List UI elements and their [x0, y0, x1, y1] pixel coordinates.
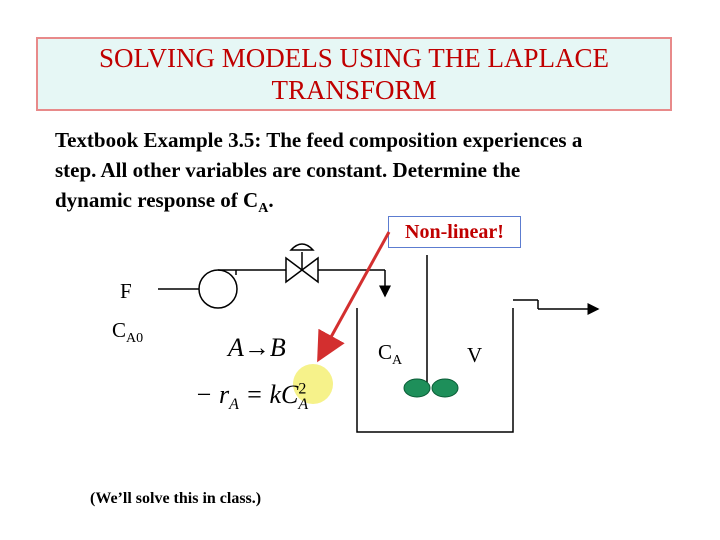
statement-line-3-text: dynamic response of C	[55, 188, 259, 212]
rate-exp: 2	[298, 380, 307, 398]
impeller-icon	[404, 379, 458, 397]
feed-conc-sub: A0	[126, 331, 144, 347]
statement-line-2: step. All other variables are constant. Determine the	[55, 158, 521, 182]
feed-label: F	[120, 279, 132, 303]
rate-sub2: A	[298, 396, 309, 414]
rate-sub: A	[229, 396, 239, 414]
statement-line-3-sub: A	[258, 201, 269, 217]
feed-conc-main: C	[112, 318, 127, 342]
tank-conc-sub: A	[392, 353, 403, 369]
rate-equation	[195, 380, 308, 414]
callout-arrow	[320, 232, 389, 357]
reactant: A	[228, 333, 244, 362]
nonlinear-callout: Non-linear!	[388, 216, 521, 248]
statement-line-3-end: .	[268, 188, 274, 212]
product: B	[269, 333, 286, 362]
class-note: (We’ll solve this in class.)	[90, 490, 262, 507]
title-line-1: SOLVING MODELS USING THE LAPLACE	[98, 43, 610, 73]
feed-conc-label	[112, 318, 143, 347]
statement-line-1: Textbook Example 3.5: The feed composition experiences a	[55, 128, 583, 152]
pump-icon	[199, 270, 237, 308]
reaction-arrow: →	[243, 333, 270, 362]
title-line-2: TRANSFORM	[271, 75, 437, 105]
volume-label: V	[467, 343, 483, 367]
tank-conc-main: C	[378, 340, 393, 364]
outlet-pipe	[513, 300, 598, 309]
tank	[357, 308, 513, 432]
reaction-equation	[228, 333, 286, 363]
rate-eq: = kC	[238, 380, 299, 409]
valve-icon	[286, 244, 318, 282]
tank-conc-label	[378, 340, 402, 369]
rate-minus: − r	[195, 380, 230, 409]
